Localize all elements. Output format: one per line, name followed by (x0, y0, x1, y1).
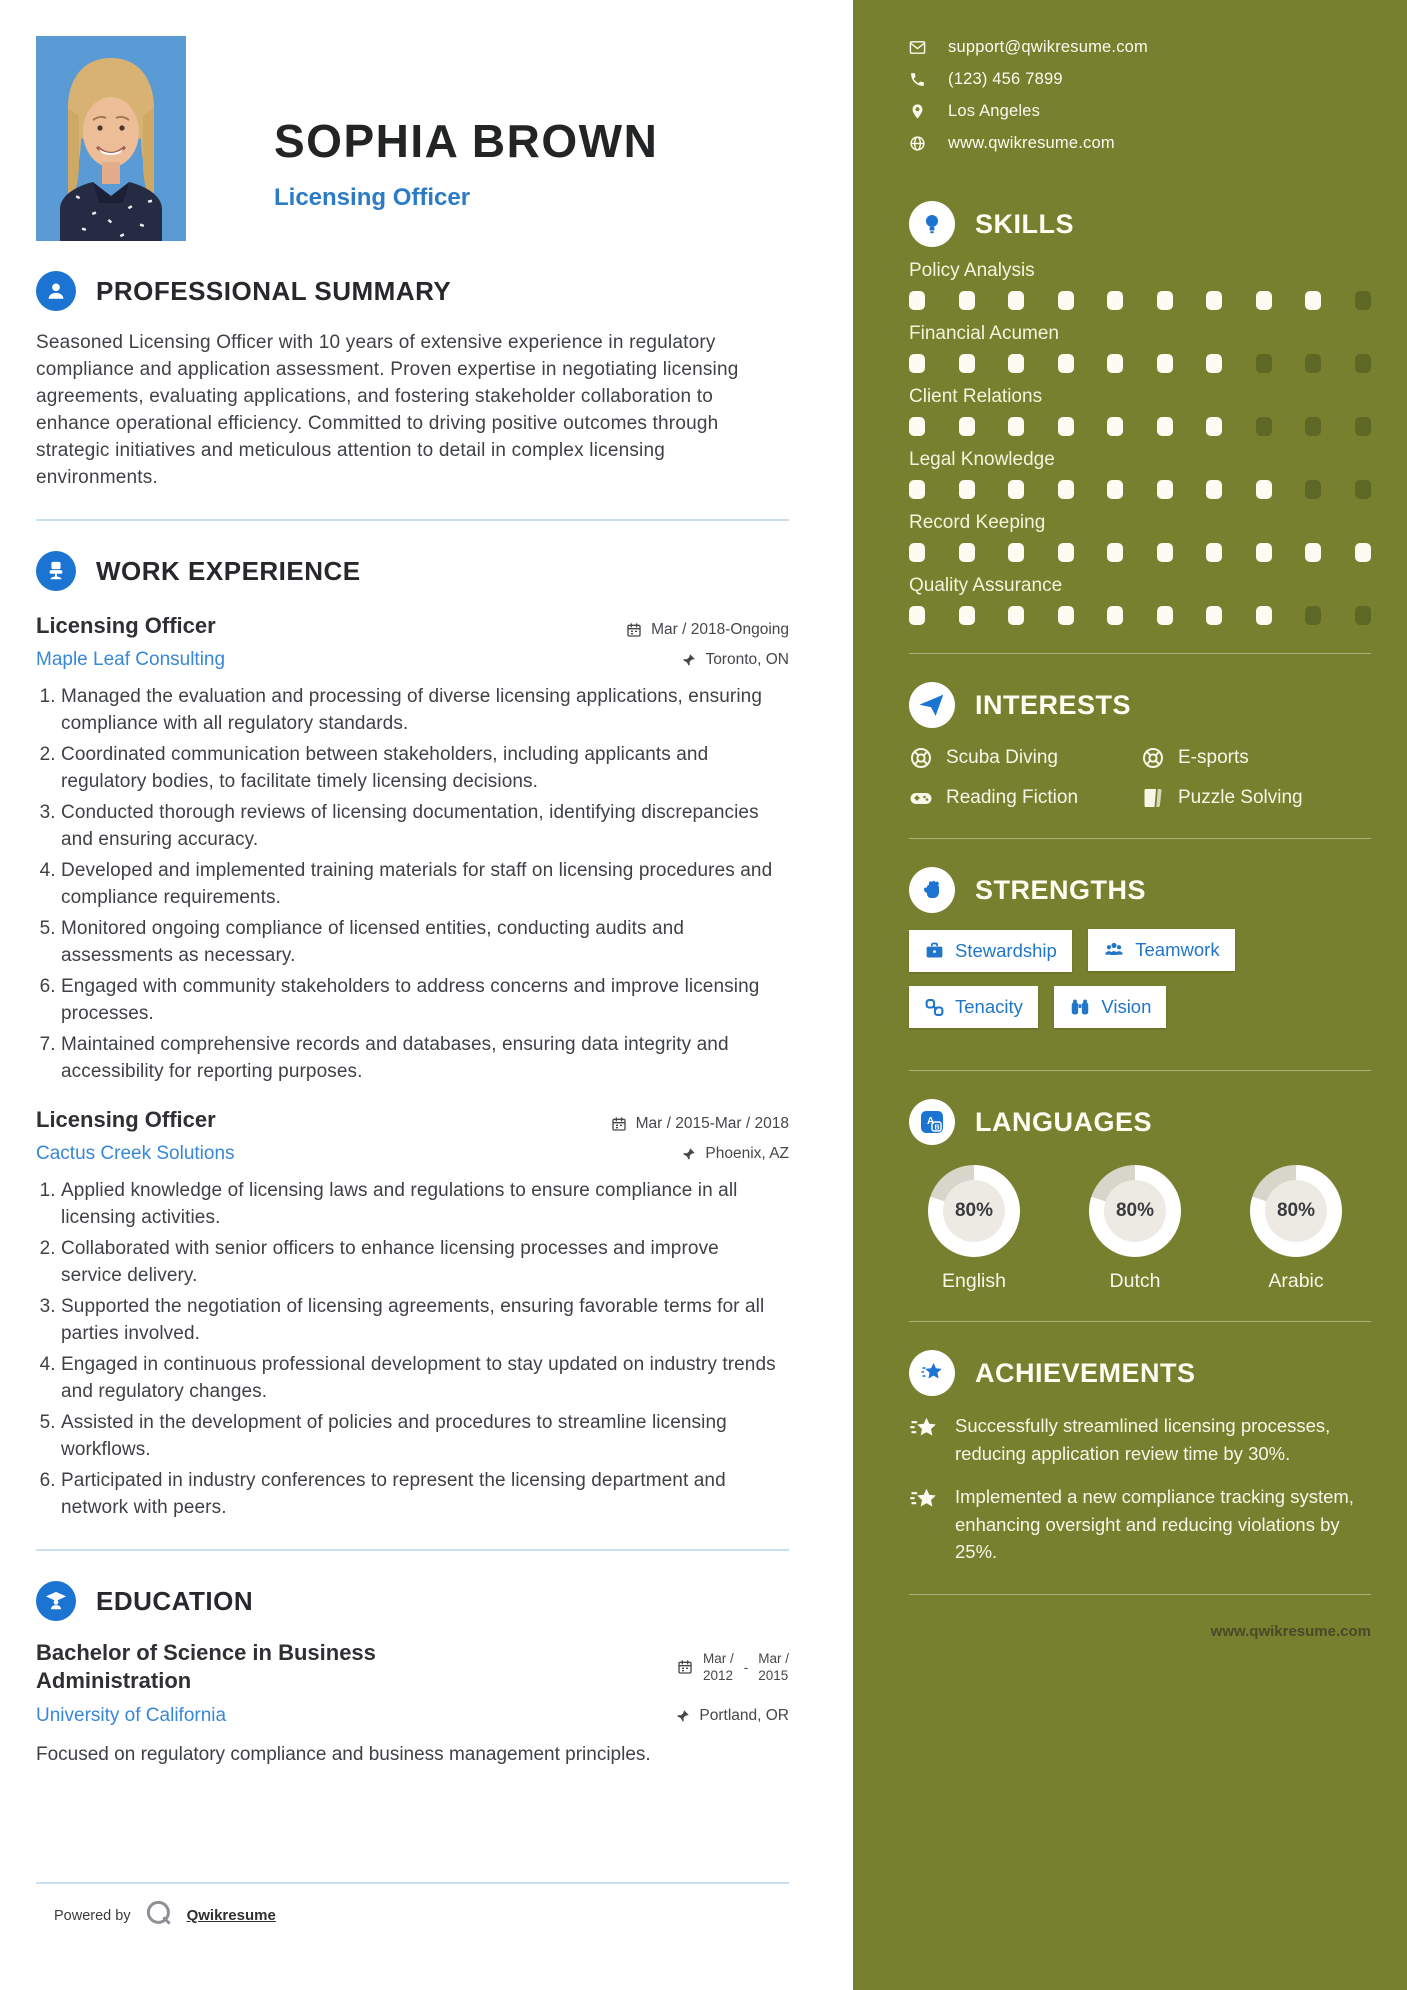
skill-row: Legal Knowledge (909, 449, 1371, 499)
sidebar-divider (909, 1321, 1371, 1322)
pushpin-icon (675, 1709, 690, 1724)
sidebar-divider (909, 1070, 1371, 1071)
language-item (1231, 1165, 1361, 1293)
skill-dot-filled (909, 417, 925, 436)
skills-title: SKILLS (975, 208, 1075, 239)
shooting-star-icon (909, 1485, 939, 1515)
page-footer (54, 1898, 276, 1933)
language-progress-ring (928, 1165, 1020, 1257)
skill-dot-filled (1008, 543, 1024, 562)
job-entry (36, 613, 789, 1085)
skill-dot-filled (1206, 354, 1222, 373)
company-link[interactable]: Maple Leaf Consulting (36, 649, 226, 670)
lightbulb-icon (909, 201, 955, 247)
chain-icon (924, 997, 945, 1018)
skill-dot-empty (1355, 354, 1371, 373)
email-icon (909, 39, 926, 56)
skill-dot-filled (1107, 543, 1123, 562)
skill-dot-empty (1305, 417, 1321, 436)
skill-dot-filled (1206, 291, 1222, 310)
bullet: 6. Engaged with community stakeholders to address concerns and improve licensing processes. (61, 974, 778, 1027)
achievement-item: Implemented a new compliance tracking system, enhancing oversight and reducing violations by 25%. (909, 1483, 1371, 1566)
interest-item: Scuba Diving (909, 746, 1141, 770)
achievements-title: ACHIEVEMENTS (975, 1357, 1196, 1388)
skill-level-dots (909, 354, 1371, 373)
skills-list (909, 260, 1371, 625)
translate-icon (909, 1099, 955, 1145)
skill-level-dots (909, 543, 1371, 562)
skill-dot-filled (909, 354, 925, 373)
job-date: Mar / 2015-Mar / 2018 (611, 1115, 789, 1133)
skill-dot-empty (1355, 480, 1371, 499)
shooting-star-icon (909, 1414, 939, 1444)
briefcase-icon (924, 940, 945, 961)
strengths-title: STRENGTHS (975, 874, 1147, 905)
skill-dot-filled (1206, 606, 1222, 625)
skill-dot-filled (1058, 606, 1074, 625)
pushpin-icon (681, 1147, 696, 1162)
company-link[interactable]: Cactus Creek Solutions (36, 1143, 235, 1164)
skill-dot-filled (1256, 606, 1272, 625)
languages-section-heading (909, 1099, 1371, 1145)
skill-dot-filled (959, 543, 975, 562)
language-name: Arabic (1268, 1270, 1324, 1292)
strength-chip: Vision (1054, 986, 1166, 1028)
skill-dot-filled (1008, 480, 1024, 499)
skill-row: Financial Acumen (909, 323, 1371, 373)
education-title: EDUCATION (96, 1585, 254, 1616)
interest-item: E-sports (1141, 746, 1371, 770)
profile-photo (36, 36, 186, 241)
language-percent: 80% (943, 1180, 1005, 1242)
paper-plane-icon (909, 682, 955, 728)
language-name: Dutch (1109, 1270, 1161, 1292)
life-ring-icon (1141, 746, 1165, 770)
skill-dot-filled (1157, 543, 1173, 562)
divider (36, 1549, 789, 1551)
globe-icon (909, 135, 926, 152)
skill-dot-filled (1058, 354, 1074, 373)
skill-dot-filled (1107, 417, 1123, 436)
job-title: Licensing Officer (36, 1107, 216, 1132)
strength-chip: Tenacity (909, 986, 1038, 1028)
contact-email: support@qwikresume.com (909, 38, 1371, 57)
job-title: Licensing Officer (36, 613, 216, 638)
degree-name: Bachelor of Science in Business Administration (36, 1640, 376, 1693)
skill-dot-filled (959, 354, 975, 373)
person-icon (36, 271, 76, 311)
skill-dot-filled (1008, 417, 1024, 436)
skill-dot-filled (959, 480, 975, 499)
skill-dot-filled (1008, 606, 1024, 625)
svg-text:B: B (934, 1124, 940, 1132)
woman-portrait-illustration (36, 36, 186, 241)
sidebar (853, 0, 1407, 1990)
bullet: 4. Engaged in continuous professional development to stay updated on industry trends and regulatory changes. (61, 1352, 778, 1405)
skill-level-dots (909, 480, 1371, 499)
phone-icon (909, 71, 926, 88)
sidebar-divider (909, 1594, 1371, 1595)
work-section-heading (36, 551, 789, 591)
candidate-name: SOPHIA BROWN (274, 115, 659, 167)
skills-section-heading (909, 201, 1371, 247)
strengths-section-heading (909, 867, 1371, 913)
skill-dot-filled (1107, 291, 1123, 310)
bullet: 3. Supported the negotiation of licensing agreements, ensuring favorable terms for all parties involved. (61, 1294, 778, 1347)
language-progress-ring (1250, 1165, 1342, 1257)
skill-dot-empty (1355, 291, 1371, 310)
skill-level-dots (909, 291, 1371, 310)
skill-dot-filled (1157, 417, 1173, 436)
skill-dot-filled (1157, 480, 1173, 499)
bullet: 2. Coordinated communication between stakeholders, including applicants and regulatory bodies, to facilitate timely licensing decisions. (61, 742, 778, 795)
education-description: Focused on regulatory compliance and business management principles. (36, 1744, 651, 1765)
skill-dot-filled (1058, 417, 1074, 436)
skill-dot-filled (909, 480, 925, 499)
skill-dot-filled (909, 606, 925, 625)
summary-section-heading (36, 271, 789, 311)
school-link[interactable]: University of California (36, 1705, 227, 1726)
skill-dot-filled (959, 417, 975, 436)
language-progress-ring (1089, 1165, 1181, 1257)
binoculars-icon (1069, 996, 1091, 1018)
skill-dot-filled (1355, 543, 1371, 562)
language-item (909, 1165, 1039, 1293)
skill-dot-filled (1256, 543, 1272, 562)
skill-dot-filled (1008, 354, 1024, 373)
resume-header (36, 36, 789, 241)
job-location: Toronto, ON (681, 651, 789, 669)
bullet: 2. Collaborated with senior officers to enhance licensing processes and improve service delivery. (61, 1236, 778, 1289)
life-ring-icon (909, 746, 933, 770)
powered-by-label: Powered by (54, 1907, 131, 1924)
education-section-heading (36, 1581, 789, 1621)
contact-phone: (123) 456 7899 (909, 70, 1371, 89)
skill-row: Quality Assurance (909, 575, 1371, 625)
office-chair-icon (36, 551, 76, 591)
skill-row: Client Relations (909, 386, 1371, 436)
contact-location: Los Angeles (909, 102, 1371, 121)
candidate-title: Licensing Officer (274, 184, 471, 211)
bullet: 5. Monitored ongoing compliance of licensed entities, conducting audits and assessments as necessary. (61, 916, 778, 969)
bullet: 6. Participated in industry conferences to represent the licensing department and network with peers. (61, 1468, 778, 1521)
job-entry (36, 1107, 789, 1521)
skill-dot-empty (1256, 417, 1272, 436)
summary-text: Seasoned Licensing Officer with 10 years of extensive experience in regulatory compliance and application assessment. Proven expertise in negotiating licensing agreements, evaluating applications, and fostering stakeholder collaboration to enhance operational efficiency. Committed to driving positive outcomes through strategic initiatives and meticulous attention to detail in complex licensing environments. (36, 332, 739, 488)
identity-block (274, 36, 658, 241)
achievements-list (909, 1412, 1371, 1566)
bullet: 1. Applied knowledge of licensing laws and regulations to ensure compliance in all licensing activities. (61, 1178, 778, 1231)
skill-dot-filled (1256, 480, 1272, 499)
skill-dot-filled (1256, 291, 1272, 310)
location-icon (909, 103, 926, 120)
skill-dot-filled (1157, 606, 1173, 625)
strength-chip: Teamwork (1088, 929, 1234, 971)
education-entry (36, 1639, 789, 1695)
education-location: Portland, OR (675, 1707, 789, 1725)
interest-item: Reading Fiction (909, 786, 1141, 810)
languages-list (909, 1165, 1371, 1293)
team-icon (1103, 939, 1125, 961)
skill-dot-filled (1107, 354, 1123, 373)
sidebar-divider (909, 653, 1371, 654)
fist-icon (909, 867, 955, 913)
job-location: Phoenix, AZ (681, 1145, 789, 1163)
skill-dot-filled (1206, 417, 1222, 436)
job-bullets (36, 1178, 778, 1521)
calendar-icon (626, 622, 642, 638)
skill-dot-filled (1058, 291, 1074, 310)
skill-dot-filled (1157, 354, 1173, 373)
gamepad-icon (909, 786, 933, 810)
skill-dot-empty (1256, 354, 1272, 373)
interests-section-heading (909, 682, 1371, 728)
book-icon (1141, 786, 1165, 810)
skill-dot-filled (959, 606, 975, 625)
star-icon (909, 1350, 955, 1396)
bullet: 3. Conducted thorough reviews of licensing documentation, identifying discrepancies and ensuring accuracy. (61, 800, 778, 853)
contact-website[interactable]: www.qwikresume.com (909, 134, 1371, 153)
job-date: Mar / 2018-Ongoing (626, 621, 789, 639)
interests-list (909, 746, 1371, 810)
skill-dot-filled (1157, 291, 1173, 310)
footer-divider (36, 1882, 789, 1884)
language-percent: 80% (1104, 1180, 1166, 1242)
skill-level-dots (909, 417, 1371, 436)
skill-dot-empty (1305, 354, 1321, 373)
skill-dot-filled (959, 291, 975, 310)
skill-dot-filled (1107, 606, 1123, 625)
pushpin-icon (681, 653, 696, 668)
calendar-icon (611, 1116, 627, 1132)
skill-dot-empty (1305, 606, 1321, 625)
interest-item: Puzzle Solving (1141, 786, 1371, 810)
skill-dot-filled (1008, 291, 1024, 310)
translate-icon-glyph (919, 1109, 945, 1135)
language-percent: 80% (1265, 1180, 1327, 1242)
skill-dot-filled (1058, 480, 1074, 499)
skill-dot-empty (1305, 480, 1321, 499)
language-item (1070, 1165, 1200, 1293)
sidebar-website-link[interactable]: www.qwikresume.com (1210, 1622, 1371, 1640)
graduate-icon (36, 1581, 76, 1621)
sidebar-divider (909, 838, 1371, 839)
skill-row: Policy Analysis (909, 260, 1371, 310)
skill-dot-filled (909, 543, 925, 562)
skill-dot-filled (1305, 543, 1321, 562)
skill-row: Record Keeping (909, 512, 1371, 562)
skill-dot-filled (1107, 480, 1123, 499)
skill-level-dots (909, 606, 1371, 625)
svg-text:A: A (927, 1116, 935, 1127)
skill-dot-empty (1355, 606, 1371, 625)
skill-dot-filled (909, 291, 925, 310)
qwikresume-logo-icon (144, 1898, 174, 1933)
skill-dot-filled (1206, 543, 1222, 562)
language-name: English (942, 1270, 1006, 1292)
achievements-section-heading (909, 1350, 1371, 1396)
bullet: 7. Maintained comprehensive records and databases, ensuring data integrity and accessibility for reporting purposes. (61, 1032, 778, 1085)
strengths-list (909, 929, 1371, 1042)
bullet: 4. Developed and implemented training materials for staff on licensing procedures and compliance requirements. (61, 858, 778, 911)
interests-title: INTERESTS (975, 689, 1132, 720)
strength-chip: Stewardship (909, 930, 1072, 972)
languages-title: LANGUAGES (975, 1106, 1153, 1137)
education-date: Mar / 2012 - Mar / 2015 (677, 1639, 789, 1695)
skill-dot-filled (1206, 480, 1222, 499)
calendar-icon (677, 1659, 693, 1675)
achievement-item: Successfully streamlined licensing processes, reducing application review time by 30%. (909, 1412, 1371, 1467)
skill-dot-filled (1305, 291, 1321, 310)
qwikresume-link[interactable]: Qwikresume (186, 1907, 276, 1924)
bullet: 5. Assisted in the development of policies and procedures to streamline licensing workflows. (61, 1410, 778, 1463)
summary-title: PROFESSIONAL SUMMARY (96, 275, 452, 306)
skill-dot-empty (1355, 417, 1371, 436)
skill-dot-filled (1058, 543, 1074, 562)
bullet: 1. Managed the evaluation and processing of diverse licensing applications, ensuring compliance with all regulatory standards. (61, 684, 778, 737)
work-title: WORK EXPERIENCE (96, 555, 361, 586)
divider (36, 519, 789, 521)
job-bullets (36, 684, 778, 1085)
